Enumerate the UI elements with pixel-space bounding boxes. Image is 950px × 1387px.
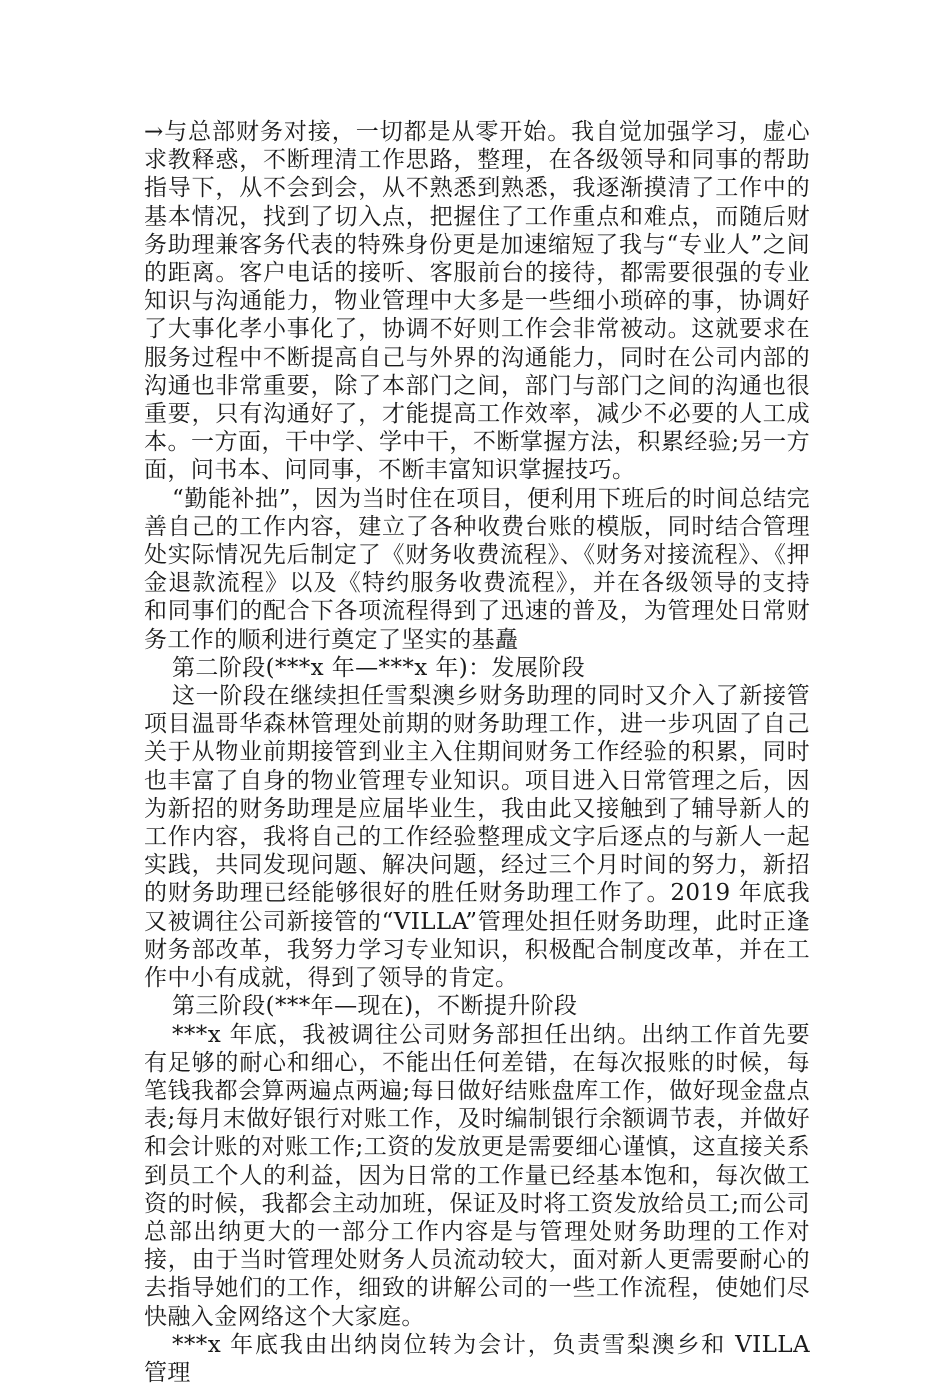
paragraph-stage-three: ***x 年底，我被调往公司财务部担任出纳。出纳工作首先要有足够的耐心和细心，不能出任何差错，在每次报账的时候，每笔钱我都会算两遍点两遍;每日做好结账盘库工作，做好现金盘点表;每月末做好银行对账工作，及时编制银行余额调节表，并做好和会计账的对账工作;工资的发放更是需要细心谨慎，这直接关系到员工个人的利益，因为日常的工作量已经基本饱和，每次做工资的时候，我都会主动加班，保证及时将工资发放给员工;而公司总部出纳更大的一部分工作内容是与管理处财务助理的工作对接，由于当时管理处财务人员流动较大，面对新人更需要耐心的去指导她们的工作，细致的讲解公司的一些工作流程，使她们尽快融入金网络这个大家庭。 (144, 1021, 810, 1330)
paragraph-diligence: “勤能补拙”，因为当时住在项目，便利用下班后的时间总结完善自己的工作内容，建立了各种收费台账的模版，同时结合管理处实际情况先后制定了《财务收费流程》、《财务对接流程》、《押金退款流程》以及《特约服务收费流程》，并在各级领导的支持和同事们的配合下各项流程得到了迅速的普及，为管理处日常财务工作的顺利进行奠定了坚实的基矗 (144, 485, 810, 653)
document-body (144, 118, 810, 1387)
section-heading-stage-three: 第三阶段(***年—现在)，不断提升阶段 (172, 993, 578, 1020)
paragraph-accountant: ***x 年底我由出纳岗位转为会计，负责雪梨澳乡和 VILLA 管理 (144, 1331, 810, 1386)
paragraph-continuation: →与总部财务对接，一切都是从零开始。我自觉加强学习，虚心求教释惑，不断理清工作思路，整理，在各级领导和同事的帮助指导下，从不会到会，从不熟悉到熟悉，我逐渐摸清了工作中的基本情况，找到了切入点，把握住了工作重点和难点，而随后财务助理兼客务代表的特殊身份更是加速缩短了我与“专业人”之间的距离。客户电话的接听、客服前台的接待，都需要很强的专业知识与沟通能力，物业管理中大多是一些细小琐碎的事，协调好了大事化孝小事化了，协调不好则工作会非常被动。这就要求在服务过程中不断提高自己与外界的沟通能力，同时在公司内部的沟通也非常重要，除了本部门之间，部门与部门之间的沟通也很重要，只有沟通好了，才能提高工作效率，减少不必要的人工成本。一方面，干中学、学中干，不断掌握方法，积累经验;另一方面，问书本、问同事，不断丰富知识掌握技巧。 (144, 119, 810, 484)
section-heading-stage-two: 第二阶段(***x 年—***x 年)：发展阶段 (172, 654, 586, 681)
paragraph-stage-two: 这一阶段在继续担任雪梨澳乡财务助理的同时又介入了新接管项目温哥华森林管理处前期的财务助理工作，进一步巩固了自己关于从物业前期接管到业主入住期间财务工作经验的积累，同时也丰富了自身的物业管理专业知识。项目进入日常管理之后，因为新招的财务助理是应届毕业生，我由此又接触到了辅导新人的工作内容，我将自己的工作经验整理成文字后逐点的与新人一起实践，共同发现问题、解决问题，经过三个月时间的努力，新招的财务助理已经能够很好的胜任财务助理工作了。2019 年底我又被调往公司新接管的“VILLA”管理处担任财务助理，此时正逢财务部改革，我努力学习专业知识，积极配合制度改革，并在工作中小有成就，得到了领导的肯定。 (144, 683, 810, 992)
